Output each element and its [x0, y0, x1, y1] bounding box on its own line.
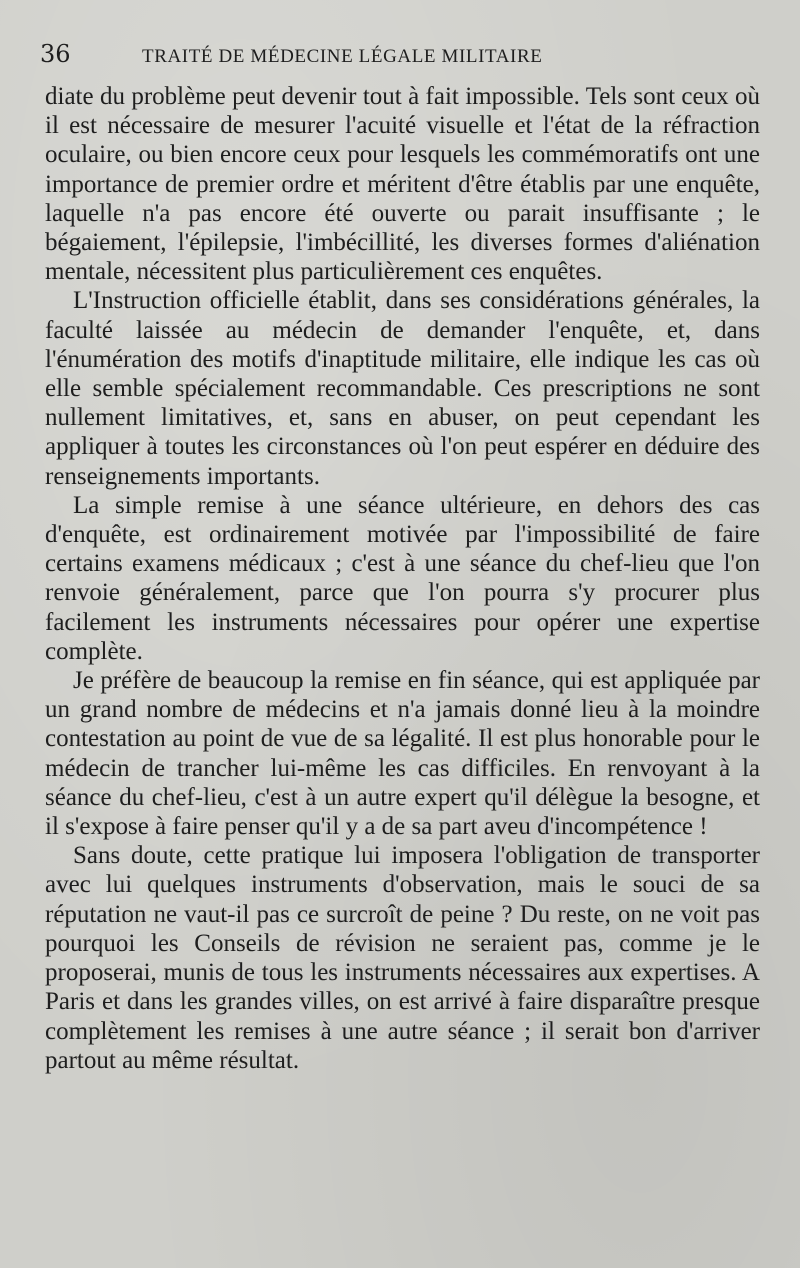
page-number: 36 [40, 40, 71, 68]
paragraph-3: La simple remise à une séance ultérieure, en dehors des cas d'enquête, est ordinairement motivée par l'impossibilité de faire certains examens médicaux ; c'est à une séance du chef-lieu que l'on renvoie généralement, parce que l'on pourra s'y procurer plus facilement les instruments nécessaires pour opérer une expertise complète. [45, 491, 760, 665]
running-head: TRAITÉ DE MÉDECINE LÉGALE MILITAIRE [142, 46, 543, 67]
body-text [45, 82, 760, 1075]
paragraph-4: Je préfère de beaucoup la remise en fin séance, qui est appliquée par un grand nombre de médecins et n'a jamais donné lieu à la moindre contestation au point de vue de sa légalité. Il est plus honorable pour le médecin de trancher lui-même les cas difficiles. En renvoyant à la séance du chef-lieu, c'est à un autre expert qu'il délègue la besogne, et il s'expose à faire penser qu'il y a de sa part aveu d'incompétence ! [45, 667, 760, 841]
paragraph-1: diate du problème peut devenir tout à fait impossible. Tels sont ceux où il est nécessaire de mesurer l'acuité visuelle et l'état de la réfraction oculaire, ou bien encore ceux pour lesquels les commémoratifs ont une importance de premier ordre et méritent d'être établis par une enquête, laquelle n'a pas encore été ouverte ou parait insuffisante ; le bégaiement, l'épilepsie, l'imbécillité, les diverses formes d'aliénation mentale, nécessitent plus particulièrement ces enquêtes. [45, 83, 760, 286]
paragraph-2: L'Instruction officielle établit, dans ses considérations générales, la faculté laissée au médecin de demander l'enquête, et, dans l'énumération des motifs d'inaptitude militaire, elle indique les cas où elle semble spécialement recommandable. Ces prescriptions ne sont nullement limitatives, et, sans en abuser, on peut cependant les appliquer à toutes les circonstances où l'on peut espérer en déduire des renseignements importants. [45, 287, 760, 490]
page-header [40, 38, 760, 78]
paragraph-5: Sans doute, cette pratique lui imposera l'obligation de transporter avec lui quelques instruments d'observation, mais le souci de sa réputation ne vaut-il pas ce surcroît de peine ? Du reste, on ne voit pas pourquoi les Conseils de révision ne seraient pas, comme je le proposerai, munis de tous les instruments nécessaires aux expertises. A Paris et dans les grandes villes, on est arrivé à faire disparaître presque complètement les remises à une autre séance ; il serait bon d'arriver partout au même résultat. [45, 842, 760, 1074]
